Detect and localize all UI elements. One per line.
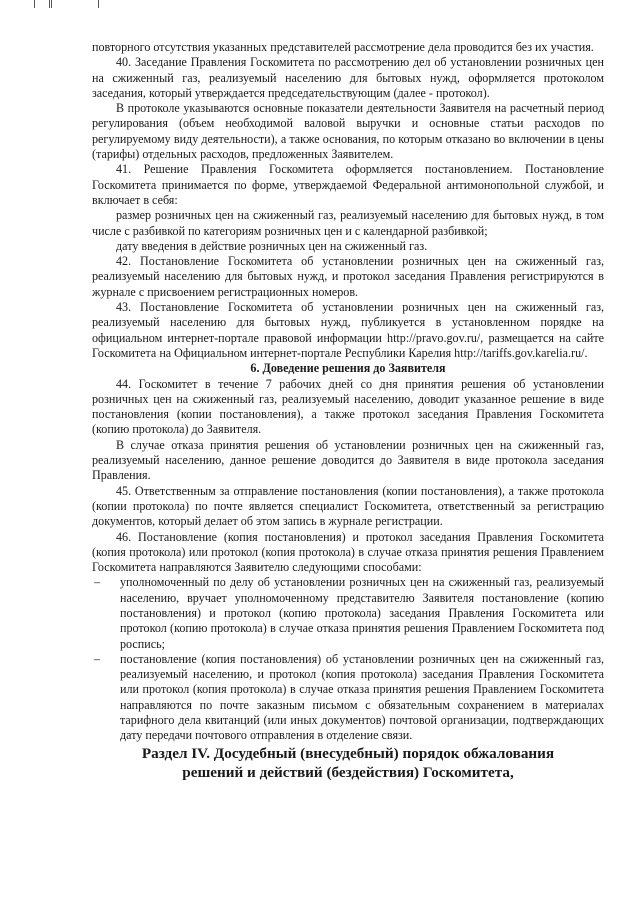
paragraph-45: 45. Ответственным за отправление постановления (копии постановления), а также протокола (копии протокола) по почте является специалист Госкомитета, ответственный за регистрацию документов, который делает об этом запись в журнале регистрации. (92, 483, 604, 529)
scan-edge-mark (98, 0, 99, 8)
paragraph-41-item-prices: размер розничных цен на сжиженный газ, реализуемый населению для бытовых нужд, в том числе с разбивкой по категориям розничных цен и с календарной разбивкой; (92, 208, 604, 238)
delivery-methods-list (92, 575, 604, 743)
paragraph-continuation: повторного отсутствия указанных представителей рассмотрение дела проводится без их участия. (92, 40, 594, 54)
list-item (94, 651, 604, 744)
dash-bullet: – (94, 575, 101, 590)
part-4-heading-line-1: Раздел IV. Досудебный (внесудебный) порядок обжалования (141, 744, 555, 762)
list-item-text: постановление (копия постановления) об установлении розничных цен на сжиженный газ, реализуемый населению, и протокол (копия протокола) заседания Правления Госкомитета или протокол (копия протокола) в случае отказа принятия решения Правлением Госкомитета направляются по почте заказным письмом с обязательным сохранением в материалах тарифного дела квитанций (или иных документов) почтовой организации, подтверждающих дату передачи почтового отправления в отделение связи. (120, 651, 604, 743)
list-item-text: уполномоченный по делу об установлении розничных цен на сжиженный газ, реализуемый населению, вручает уполномоченному представителю Заявителя постановление (копию постановления) и протокол (копию протокола) заседания Правления Госкомитета или протокол (копию протокола) в случае отказа принятия решения Правлением Госкомитета под роспись; (120, 575, 604, 651)
document-page (92, 40, 604, 782)
paragraph-41-item-date: дату введения в действие розничных цен на сжиженный газ. (116, 238, 428, 253)
paragraph-46: 46. Постановление (копия постановления) и протокол заседания Правления Госкомитета (копия протокола) или протокол (копия протокола) в случае отказа принятия решения Правлением Госкомитета направляются Заявителю следующими способами: (92, 529, 604, 575)
paragraph-41: 41. Решение Правления Госкомитета оформляется постановлением. Постановление Госкомитета принимается по форме, утверждаемой Федеральной антимонопольной службой, и включает в себя: (92, 162, 604, 207)
list-item (94, 575, 604, 651)
part-4-heading-line-2: решений и действий (бездействия) Госкомитета, (182, 763, 514, 781)
scan-edge-mark (49, 0, 50, 8)
paragraph-43: 43. Постановление Госкомитета об установлении розничных цен на сжиженный газ, реализуемый населению для бытовых нужд, публикуется в установленном порядке на официальном интернет-портале правовой информации http://pravo.gov.ru/, размещается на сайте Госкомитета на Официальном интернет-портале Республики Карелия http://tariffs.gov.karelia.ru/. (92, 300, 604, 360)
dash-bullet: – (94, 651, 101, 666)
scan-edge-mark (51, 0, 52, 8)
section-6-heading: 6. Доведение решения до Заявителя (250, 361, 446, 376)
paragraph-42: 42. Постановление Госкомитета об установлении розничных цен на сжиженный газ, реализуемый населению для бытовых нужд, и протокол заседания Правления регистрируются в журнале с присвоением регистрационных номеров. (92, 254, 604, 299)
scan-edge-mark (34, 0, 35, 8)
paragraph-44: 44. Госкомитет в течение 7 рабочих дней со дня принятия решения об установлении розничных цен на сжиженный газ, реализуемый населению, доводит указанное решение в виде постановления (копии постановления), а также протокол заседания Правления Госкомитета (копию протокола) до Заявителя. (92, 376, 604, 437)
paragraph-refusal: В случае отказа принятия решения об установлении розничных цен на сжиженный газ, реализуемый населению, данное решение доводится до Заявителя в виде протокола заседания Правления. (92, 437, 604, 483)
paragraph-protocol-contents: В протоколе указываются основные показатели деятельности Заявителя на расчетный период регулирования (объем необходимой валовой выручки и основные статьи расходов по регулируемому виду деятельности), а также основания, по которым отказано во включении в цены (тарифы) отдельных расходов, предложенных Заявителем. (92, 101, 604, 162)
paragraph-40: 40. Заседание Правления Госкомитета по рассмотрению дел об установлении розничных цен на сжиженный газ, реализуемый населению для бытовых нужд, оформляется протоколом заседания, который утверждается председательствующим (далее - протокол). (92, 55, 604, 100)
